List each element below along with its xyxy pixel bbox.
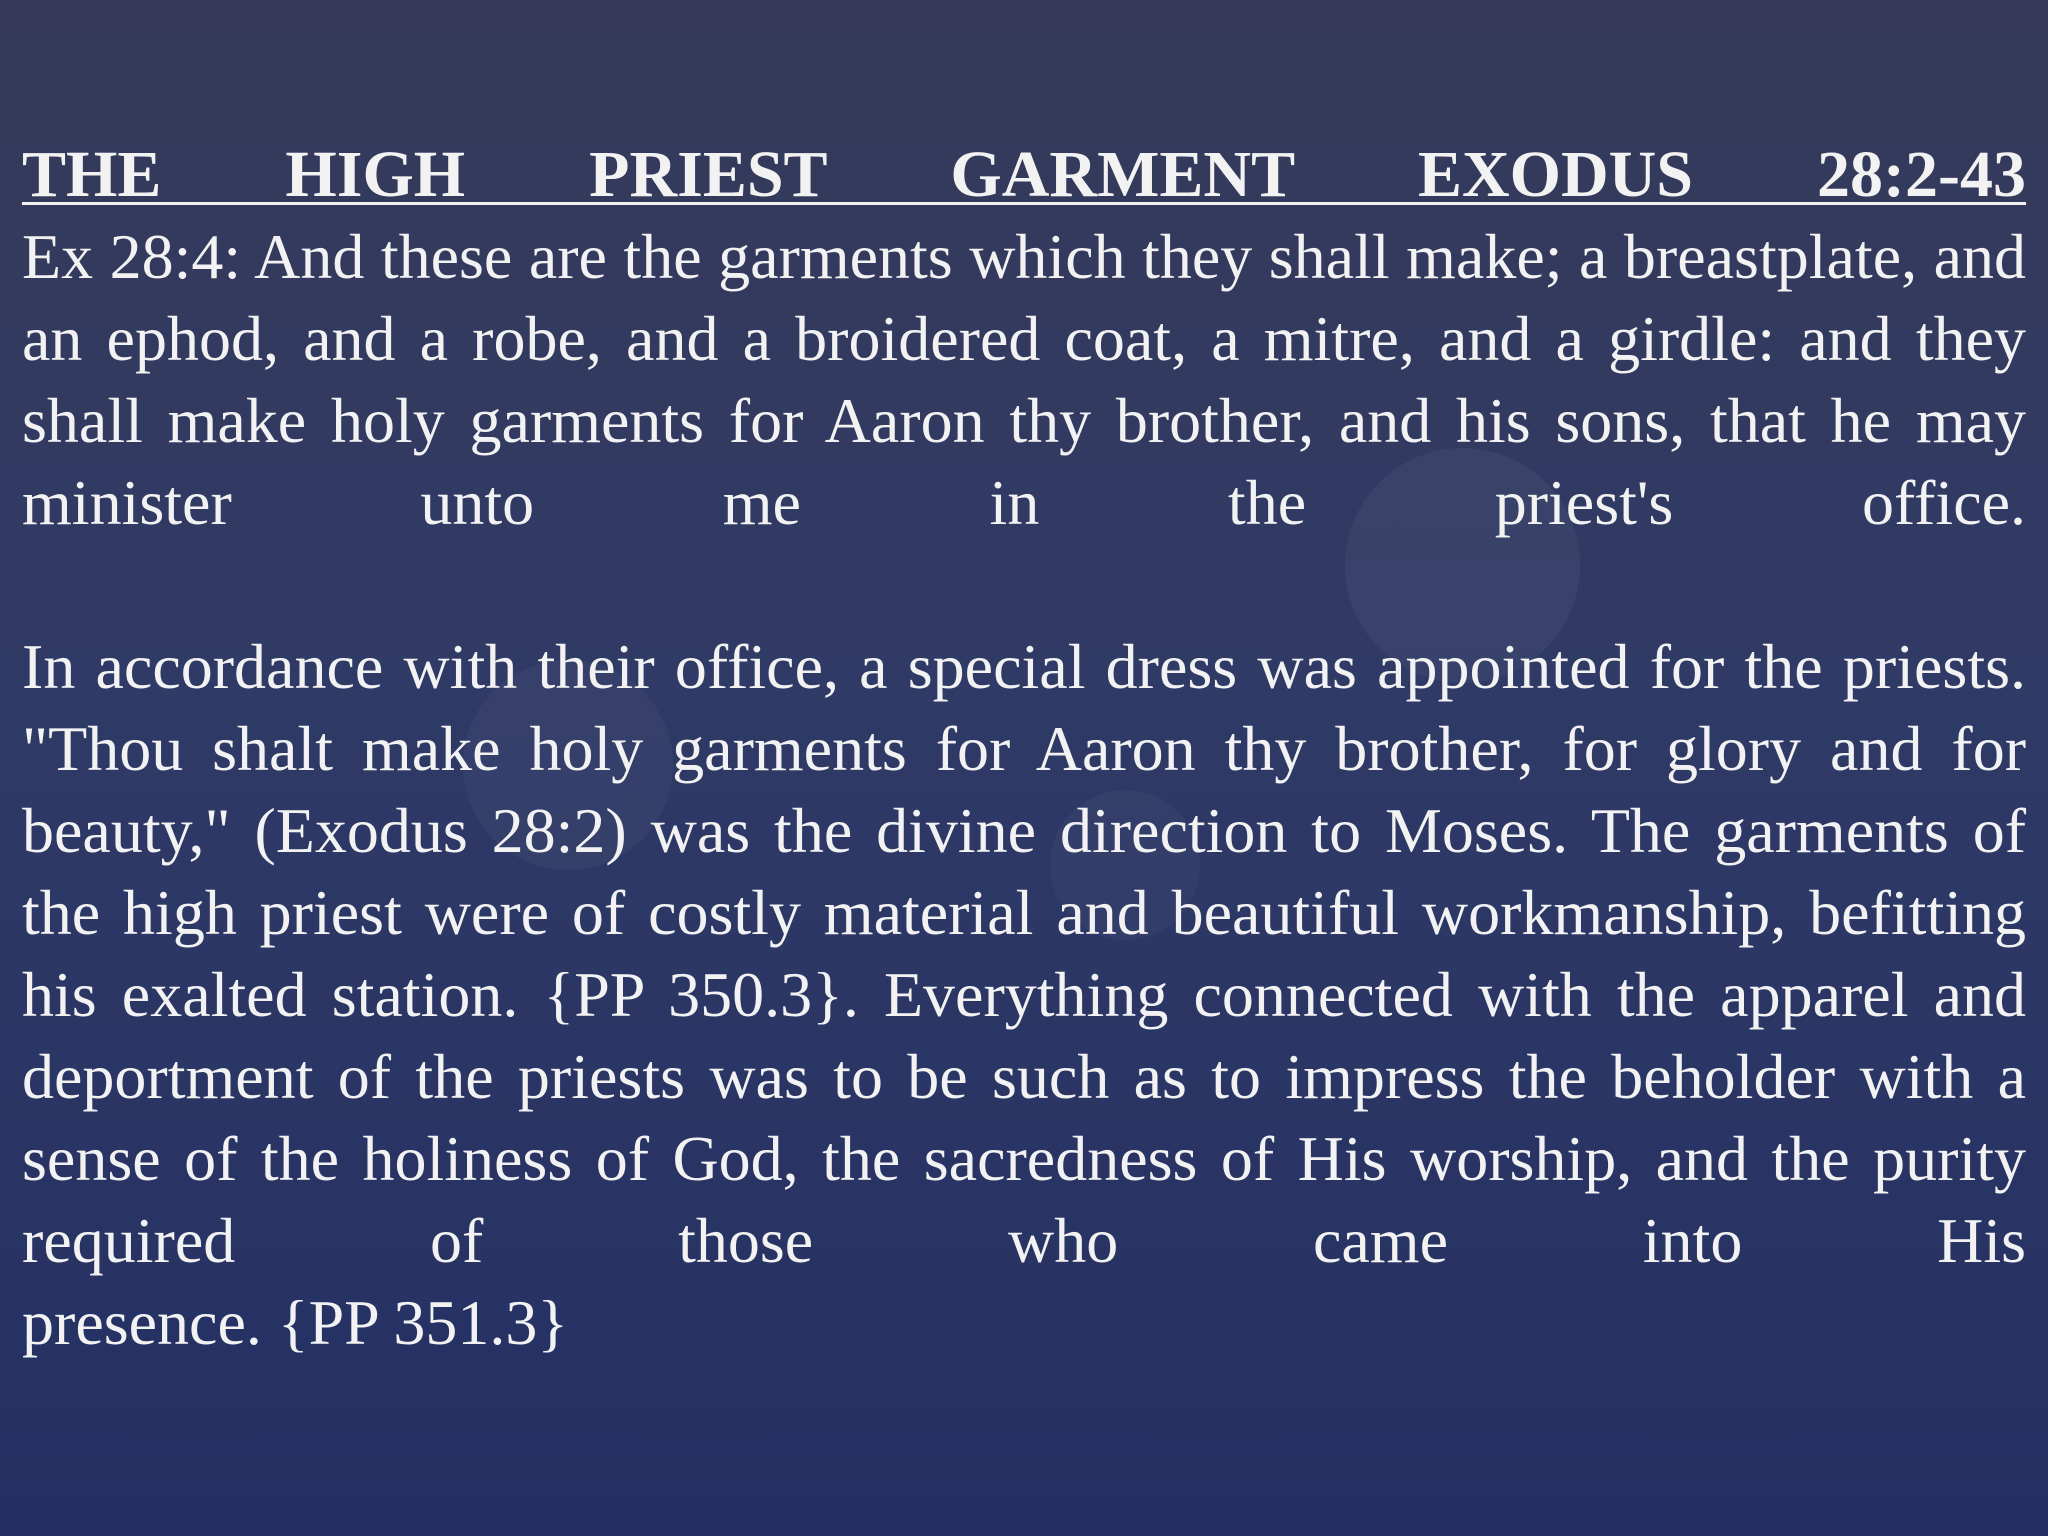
- scripture-text: Ex 28:4: And these are the garments which they shall make; a breastplate, and an ephod, and a robe, and a broidered coat, a mitre, and a girdle: and they shall make holy garments for Aaron thy brother, and his sons, that he may minister unto me in the priest's office.: [22, 221, 2026, 538]
- commentary-last-line: presence. {PP 351.3}: [22, 1287, 569, 1358]
- paragraph-spacer: [22, 544, 2026, 626]
- commentary-body: In accordance with their office, a special dress was appointed for the priests. "Thou shalt make holy garments for Aaron thy brother, for glory and for beauty," (Exodus 28:2) was the divine direction to Moses. The garments of the high priest were of costly material and beautiful workmanship, befitting his exalted station. {PP 350.3}. Everything connected with the apparel and deportment of the priests was to be such as to impress the beholder with a sense of the holiness of God, the sacredness of His worship, and the purity required of those who came into His: [22, 631, 2026, 1276]
- slide-title: THE HIGH PRIEST GARMENT EXODUS 28:2-43: [22, 138, 2026, 211]
- commentary-text: [22, 626, 2026, 1364]
- slide-content: [22, 134, 2026, 1364]
